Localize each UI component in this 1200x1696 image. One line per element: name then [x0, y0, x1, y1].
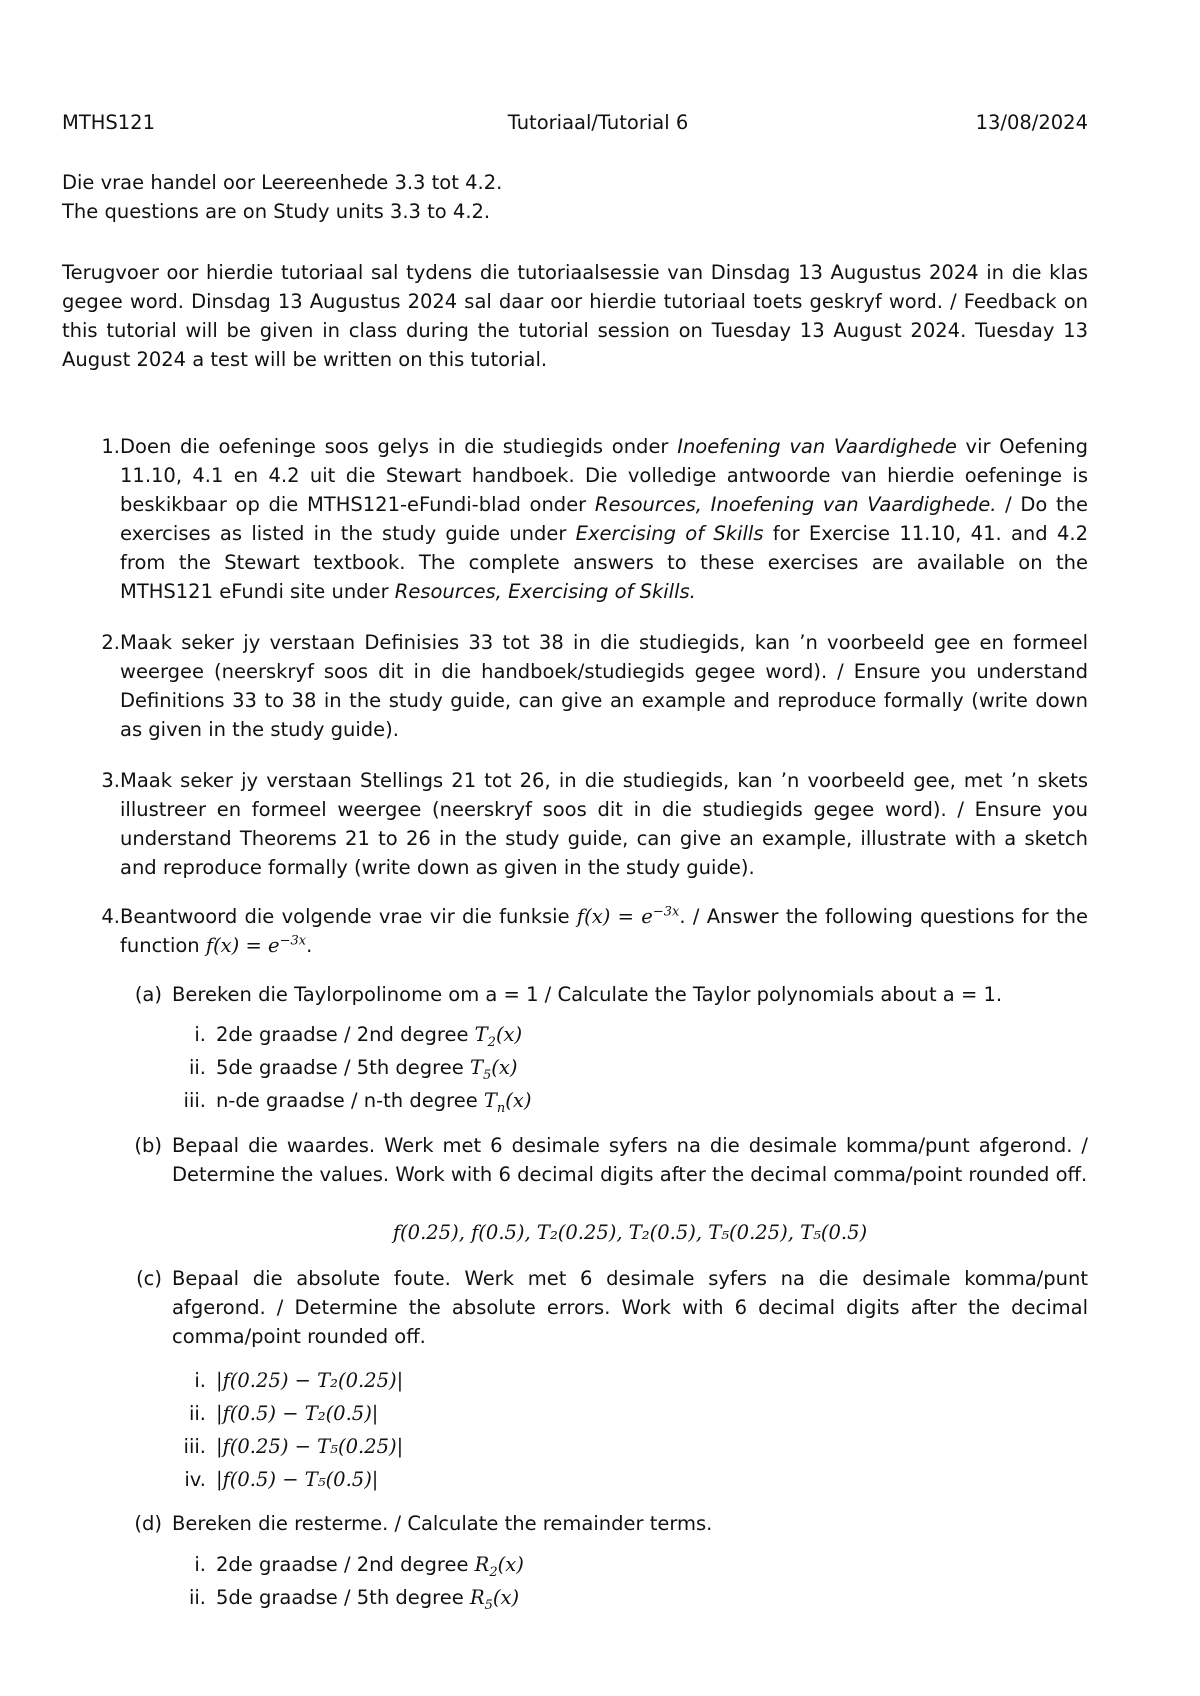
- q3-text: Maak seker jy verstaan Stellings 21 tot 26, in die studiegids, kan ’n voorbeeld gee, met ’n skets illustreer en formeel weergee (neerskryf soos dit in die studiegids gegee word). / Ensure you understand Theorems 21 to 26 in the study guide, can give an example, illustrate with a sketch and reproduce formally (write down as given in the study guide).: [120, 769, 1088, 879]
- q1-emph-4: Resources, Exercising of Skills.: [394, 580, 696, 603]
- item-label: iii.: [183, 1089, 206, 1112]
- question-number: 2.: [101, 631, 120, 654]
- sub: 5: [482, 1067, 492, 1083]
- item-label: i.: [194, 1023, 206, 1046]
- arg: (x): [491, 1056, 518, 1079]
- question-number: 1.: [101, 435, 120, 458]
- part-label: (c): [136, 1267, 162, 1290]
- part-b-text: Bepaal die waardes. Werk met 6 desimale syfers na die desimale komma/punt afgerond. / Determine the values. Work with 6 decimal digits after the decimal comma/point rounded off.: [172, 1134, 1088, 1186]
- course-code: MTHS121: [62, 111, 155, 134]
- part-label: (a): [134, 983, 162, 1006]
- q2-text: Maak seker jy verstaan Definisies 33 tot 38 in die studiegids, kan ’n voorbeeld gee en formeel weergee (neerskryf soos dit in die handboek/studiegids gegee word). / Ensure you understand Definitions 33 to 38 in the study guide, can give an example and reproduce formally (write down as given in the study guide).: [120, 631, 1088, 741]
- remainder-symbol: [474, 1553, 524, 1580]
- item-label: iv.: [184, 1468, 206, 1491]
- study-units-af: Die vrae handel oor Leereenhede 3.3 tot 4.2.: [62, 171, 503, 194]
- arg: (x): [495, 1023, 523, 1046]
- item-desc: 2de graadse / 2nd degree: [216, 1553, 469, 1576]
- part-label: (b): [134, 1134, 162, 1157]
- question-text: [120, 628, 1088, 744]
- sub: 2: [489, 1564, 498, 1580]
- sym: T: [474, 1023, 488, 1046]
- taylor-symbol: [483, 1089, 532, 1116]
- item-label: ii.: [188, 1586, 206, 1609]
- error-expression: |f(0.25) − T₂(0.25)|: [216, 1369, 404, 1392]
- arg: (x): [492, 1586, 520, 1609]
- item-label: iii.: [183, 1435, 206, 1458]
- part-label: (d): [134, 1512, 162, 1535]
- sub: 5: [484, 1597, 493, 1613]
- item-text: [216, 1086, 532, 1115]
- sym: R: [469, 1586, 485, 1609]
- remainder-symbol: [469, 1586, 520, 1613]
- q1-text-4: for Exercise 11.10, 41. and 4.2 from the Stewart textbook. The complete answers to these exercises are available on the MTHS121 eFundi site under: [120, 522, 1088, 603]
- arg: (x): [505, 1089, 532, 1112]
- item-desc: 2de graadse / 2nd degree: [216, 1023, 469, 1046]
- function-exponent: −3x: [652, 904, 680, 920]
- item-label: i.: [194, 1553, 206, 1576]
- q1-emph-2: Resources, Inoefening van Vaardighede.: [594, 493, 997, 516]
- study-units-note: [62, 168, 1088, 226]
- item-text: [216, 1550, 524, 1579]
- function-formula-2: [206, 934, 306, 957]
- item-text: [216, 1053, 517, 1082]
- error-expression: |f(0.25) − T₅(0.25)|: [216, 1435, 404, 1458]
- question-text: [120, 432, 1088, 606]
- question-text: [120, 766, 1088, 882]
- q1-text-3: / Do the exercises as listed in the study guide under: [120, 493, 1088, 545]
- sym: T: [469, 1056, 483, 1079]
- q1-emph-1: Inoefening van Vaardighede: [677, 435, 957, 458]
- values-formula: f(0.25), f(0.5), T₂(0.25), T₂(0.5), T₅(0.25), T₅(0.5): [392, 1221, 868, 1244]
- q1-emph-3: Exercising of Skills: [575, 522, 764, 545]
- taylor-symbol: [474, 1023, 523, 1050]
- item-desc: n-de graadse / n-th degree: [216, 1089, 478, 1112]
- taylor-symbol: [469, 1056, 518, 1083]
- q1-text-2: vir Oefening 11.10, 4.1 en 4.2 uit die Stewart handboek. Die volledige antwoorde van hierdie oefeninge is beskikbaar op die MTHS121-eFundi-blad onder: [120, 435, 1088, 516]
- error-expression: |f(0.5) − T₂(0.5)|: [216, 1402, 379, 1425]
- function-base: f(x) = e: [205, 934, 280, 957]
- q4-intro-af: Beantwoord die volgende vrae vir die funksie: [120, 905, 577, 928]
- page-header: [62, 108, 1088, 138]
- item-label: ii.: [188, 1402, 206, 1425]
- q1-text-1: Doen die oefeninge soos gelys in die studiegids onder: [120, 435, 678, 458]
- question-text: Beantwoord die volgende vrae vir die funksie $f(x) = e^{-3x}$. / Answer the following questions for the function $f(x) = e^{-3x}$.: [120, 904, 1088, 957]
- sym: R: [474, 1553, 490, 1576]
- item-text: [216, 1020, 522, 1049]
- part-text: Bereken die resterme. / Calculate the remainder terms.: [172, 1512, 713, 1535]
- item-text: [216, 1583, 519, 1612]
- item-label: ii.: [188, 1056, 206, 1079]
- sub: n: [496, 1100, 506, 1116]
- part-c-text: Bepaal die absolute foute. Werk met 6 desimale syfers na die desimale komma/punt afgerond. / Determine the absolute errors. Work with 6 decimal digits after the decimal comma/point rounded off.: [172, 1267, 1088, 1348]
- sym: T: [483, 1089, 497, 1112]
- item-desc: 5de graadse / 5th degree: [216, 1056, 464, 1079]
- tutorial-title: Tutoriaal/Tutorial 6: [507, 111, 689, 134]
- question-number: 3.: [101, 769, 120, 792]
- error-expression: |f(0.5) − T₅(0.5)|: [216, 1468, 379, 1491]
- question-number: 4.: [101, 905, 120, 928]
- feedback-paragraph: Terugvoer oor hierdie tutoriaal sal tydens die tutoriaalsessie van Dinsdag 13 Augustus 2024 in die klas gegee word. Dinsdag 13 Augustus 2024 sal daar oor hierdie tutoriaal toets geskryf word. / Feedback on this tutorial will be given in class during the tutorial session on Tuesday 13 August 2024. Tuesday 13 August 2024 a test will be written on this tutorial.: [62, 261, 1088, 371]
- q4-intro-en: . / Answer the following questions for the function: [120, 905, 1088, 957]
- function-formula: [577, 905, 679, 928]
- arg: (x): [497, 1553, 524, 1576]
- item-desc: 5de graadse / 5th degree: [216, 1586, 464, 1609]
- sub: 2: [487, 1034, 496, 1050]
- part-text: Bereken die Taylorpolinome om a = 1 / Calculate the Taylor polynomials about a = 1.: [172, 983, 1003, 1006]
- study-units-en: The questions are on Study units 3.3 to 4.2.: [62, 200, 491, 223]
- function-exponent: −3x: [279, 933, 307, 949]
- function-base: f(x) = e: [576, 905, 653, 928]
- tutorial-date: 13/08/2024: [975, 111, 1088, 134]
- item-label: i.: [194, 1369, 206, 1392]
